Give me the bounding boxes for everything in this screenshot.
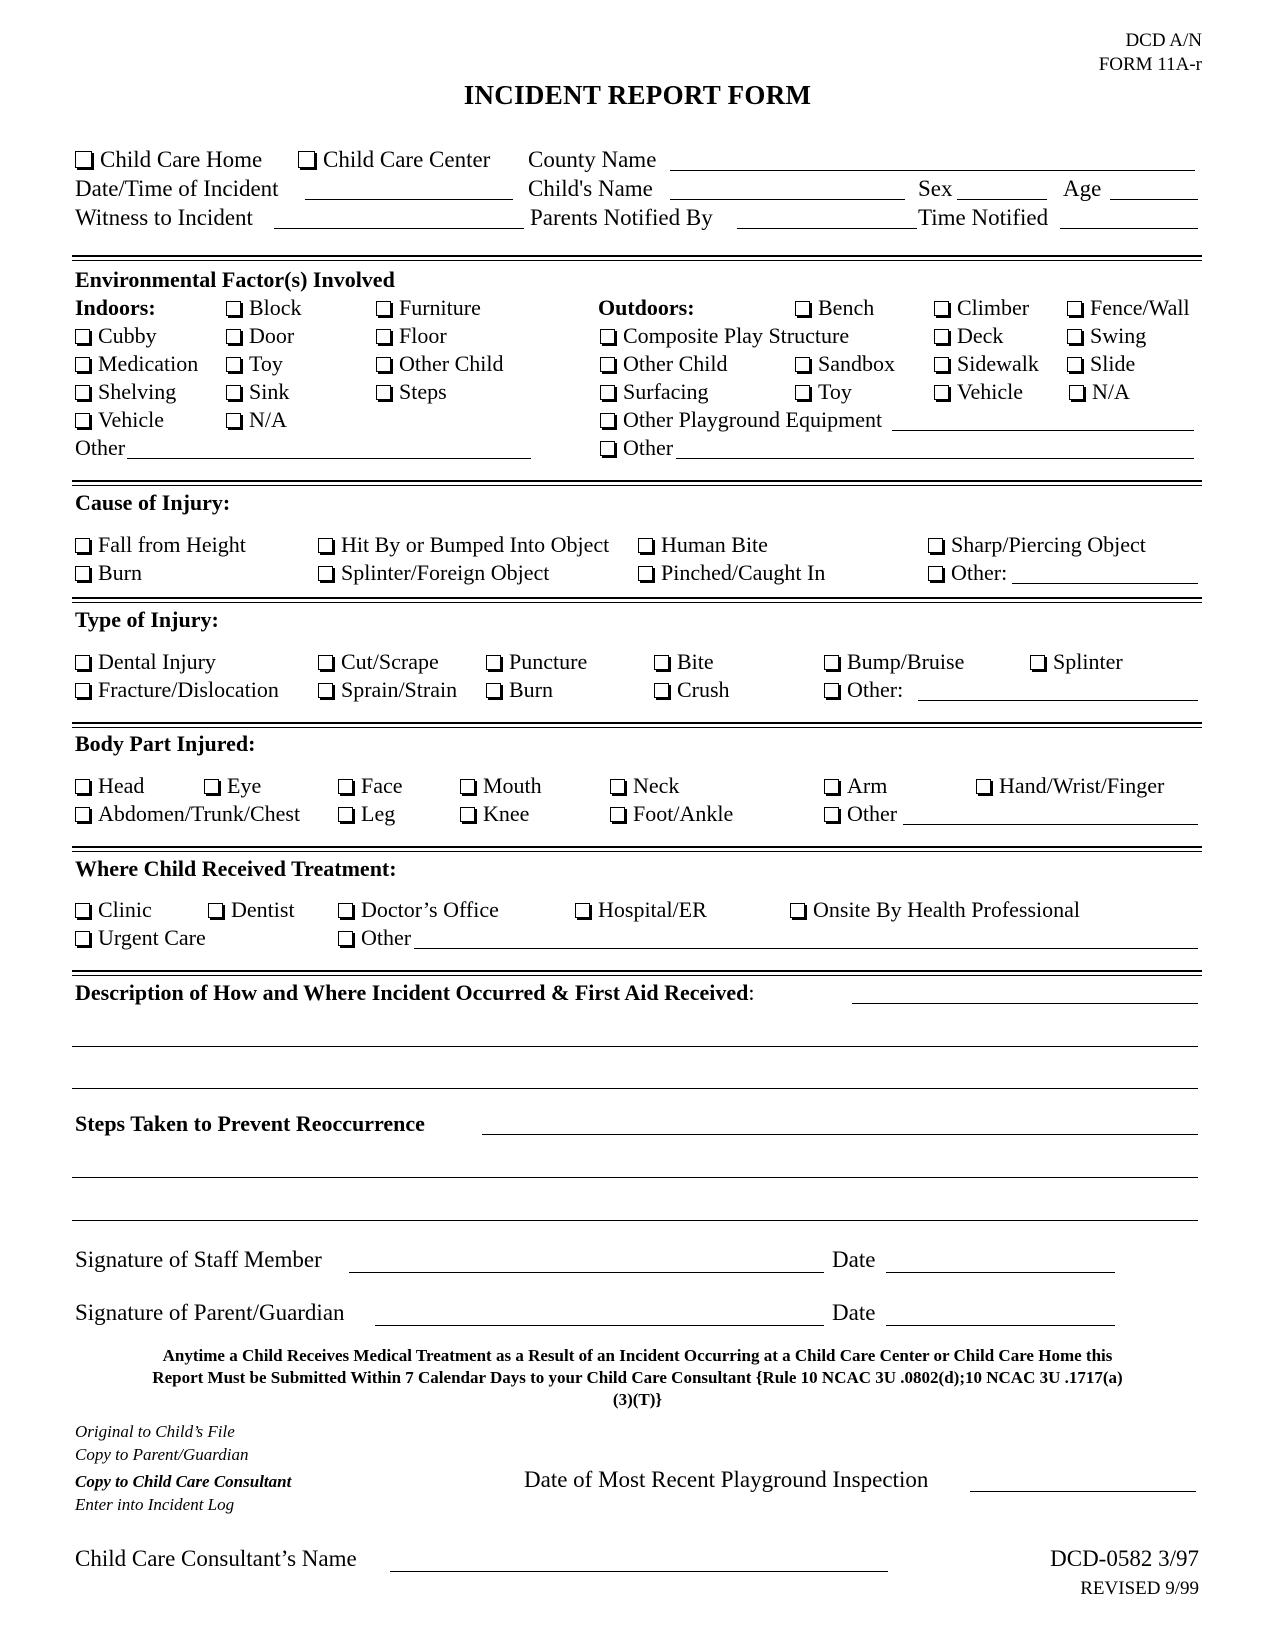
checkbox-icon[interactable]	[226, 413, 241, 428]
playground-inspection-field[interactable]	[970, 1491, 1196, 1492]
treatment-urgent-care[interactable]: Urgent Care	[75, 925, 206, 951]
checkbox-icon[interactable]	[75, 151, 92, 168]
consultant-name-label: Child Care Consultant’s Name	[75, 1546, 357, 1571]
outdoor-bench[interactable]: Bench	[795, 295, 874, 321]
staff-signature-label: Signature of Staff Member	[75, 1247, 322, 1272]
section-divider	[72, 970, 1202, 976]
sex-label: Sex	[918, 176, 953, 201]
description-field-line[interactable]	[72, 1088, 1198, 1089]
checkbox-icon[interactable]	[338, 931, 353, 946]
checkbox-icon[interactable]	[934, 329, 949, 344]
parents-notified-label: Parents Notified By	[530, 205, 713, 230]
parent-date-field[interactable]	[886, 1325, 1115, 1326]
indoors-label: Indoors:	[75, 295, 156, 320]
checkbox-icon[interactable]	[204, 779, 219, 794]
checkbox-icon[interactable]	[934, 385, 949, 400]
outdoor-sandbox[interactable]: Sandbox	[795, 351, 895, 377]
sex-field[interactable]	[957, 199, 1047, 200]
form-id-line2: FORM 11A-r	[1098, 54, 1202, 75]
parents-notified-field[interactable]	[737, 228, 917, 229]
checkbox-icon[interactable]	[1030, 655, 1045, 670]
checkbox-icon[interactable]	[486, 683, 501, 698]
body-mouth[interactable]: Mouth	[460, 773, 542, 799]
distribution-incident-log: Enter into Incident Log	[75, 1495, 235, 1514]
checkbox-icon[interactable]	[75, 357, 90, 372]
distribution-consultant-copy: Copy to Child Care Consultant	[75, 1472, 292, 1491]
body-neck[interactable]: Neck	[610, 773, 679, 799]
indoor-vehicle[interactable]: Vehicle	[75, 407, 164, 433]
checkbox-icon[interactable]	[795, 357, 810, 372]
indoor-steps[interactable]: Steps	[376, 379, 447, 405]
cause-splinter-foreign[interactable]: Splinter/Foreign Object	[318, 560, 549, 586]
treatment-onsite[interactable]: Onsite By Health Professional	[790, 897, 1080, 923]
checkbox-icon[interactable]	[75, 385, 90, 400]
body-hand-wrist-finger[interactable]: Hand/Wrist/Finger	[976, 773, 1164, 799]
checkbox-icon[interactable]	[376, 329, 391, 344]
checkbox-icon[interactable]	[824, 655, 839, 670]
county-name-label: County Name	[528, 147, 657, 172]
body-other[interactable]: Other	[824, 801, 897, 827]
treatment-dentist[interactable]: Dentist	[208, 897, 295, 923]
checkbox-icon[interactable]	[318, 538, 333, 553]
body-face[interactable]: Face	[338, 773, 403, 799]
section-divider	[72, 255, 1202, 261]
time-notified-field[interactable]	[1060, 228, 1198, 229]
indoor-floor[interactable]: Floor	[376, 323, 447, 349]
checkbox-icon[interactable]	[376, 301, 391, 316]
indoor-door[interactable]: Door	[226, 323, 294, 349]
checkbox-icon[interactable]	[75, 683, 90, 698]
checkbox-icon[interactable]	[460, 807, 475, 822]
checkbox-icon[interactable]	[75, 329, 90, 344]
checkbox-icon[interactable]	[1069, 385, 1084, 400]
checkbox-icon[interactable]	[638, 538, 653, 553]
form-id-line1: DCD A/N	[1125, 30, 1202, 51]
distribution-original: Original to Child’s File	[75, 1422, 235, 1441]
outdoor-deck[interactable]: Deck	[934, 323, 1003, 349]
checkbox-icon[interactable]	[75, 566, 90, 581]
treatment-hospital-er[interactable]: Hospital/ER	[575, 897, 707, 923]
childs-name-field[interactable]	[670, 199, 905, 200]
body-other-field[interactable]	[903, 824, 1198, 825]
outdoor-toy[interactable]: Toy	[795, 379, 852, 405]
checkbox-icon[interactable]	[318, 655, 333, 670]
checkbox-icon[interactable]	[338, 779, 353, 794]
checkbox-icon[interactable]	[226, 301, 241, 316]
outdoor-sidewalk[interactable]: Sidewalk	[934, 351, 1039, 377]
cause-hit-bumped[interactable]: Hit By or Bumped Into Object	[318, 532, 609, 558]
indoor-furniture[interactable]: Furniture	[376, 295, 481, 321]
checkbox-icon[interactable]	[824, 807, 839, 822]
outdoors-label: Outdoors:	[598, 295, 695, 320]
type-cut-scrape[interactable]: Cut/Scrape	[318, 649, 439, 675]
staff-date-label: Date	[832, 1247, 876, 1272]
environmental-heading: Environmental Factor(s) Involved	[75, 267, 395, 292]
treatment-heading: Where Child Received Treatment:	[75, 856, 397, 881]
indoor-shelving[interactable]: Shelving	[75, 379, 176, 405]
checkbox-icon[interactable]	[934, 301, 949, 316]
childs-name-label: Child's Name	[528, 176, 653, 201]
section-divider	[72, 846, 1202, 852]
type-puncture[interactable]: Puncture	[486, 649, 587, 675]
indoor-cubby[interactable]: Cubby	[75, 323, 157, 349]
outdoor-fence-wall[interactable]: Fence/Wall	[1067, 295, 1190, 321]
indoor-medication[interactable]: Medication	[75, 351, 198, 377]
type-crush[interactable]: Crush	[654, 677, 730, 703]
prevent-heading: Steps Taken to Prevent Reoccurrence	[75, 1111, 425, 1136]
outdoor-swing[interactable]: Swing	[1067, 323, 1146, 349]
type-splinter[interactable]: Splinter	[1030, 649, 1123, 675]
outdoor-na[interactable]: N/A	[1069, 379, 1130, 405]
checkbox-icon[interactable]	[575, 903, 590, 918]
parent-signature-field[interactable]	[375, 1325, 824, 1326]
treatment-other-field[interactable]	[414, 948, 1198, 949]
checkbox-icon[interactable]	[654, 683, 669, 698]
checkbox-icon[interactable]	[934, 357, 949, 372]
parent-date-label: Date	[832, 1300, 876, 1325]
form-title: INCIDENT REPORT FORM	[463, 80, 812, 110]
checkbox-icon[interactable]	[75, 779, 90, 794]
indoor-sink[interactable]: Sink	[226, 379, 289, 405]
body-foot-ankle[interactable]: Foot/Ankle	[610, 801, 733, 827]
section-divider	[72, 722, 1202, 728]
checkbox-icon[interactable]	[600, 385, 615, 400]
section-divider	[72, 480, 1202, 486]
witness-label: Witness to Incident	[75, 205, 253, 230]
checkbox-icon[interactable]	[928, 538, 943, 553]
time-notified-label: Time Notified	[918, 205, 1049, 230]
age-label: Age	[1063, 176, 1102, 201]
description-field-line[interactable]	[72, 1046, 1198, 1047]
outdoor-vehicle[interactable]: Vehicle	[934, 379, 1023, 405]
checkbox-icon[interactable]	[75, 931, 90, 946]
checkbox-icon[interactable]	[226, 385, 241, 400]
submission-notice: Anytime a Child Receives Medical Treatment as a Result of an Incident Occurring at a Child Care Center or Child Care Home this Report Must be Submitted Within 7 Calendar Days to your Child Care Consultant {Rule 10 NCAC 3U .0802(d);10 NCAC 3U .1717(a)(3)(T)}	[152, 1346, 1123, 1409]
checkbox-icon[interactable]	[75, 413, 90, 428]
checkbox-icon[interactable]	[318, 566, 333, 581]
cause-human-bite[interactable]: Human Bite	[638, 532, 768, 558]
distribution-parent-copy: Copy to Parent/Guardian	[75, 1445, 249, 1464]
indoor-other-field[interactable]	[127, 458, 531, 459]
body-abdomen[interactable]: Abdomen/Trunk/Chest	[75, 801, 300, 827]
checkbox-icon[interactable]	[338, 807, 353, 822]
checkbox-icon[interactable]	[376, 385, 391, 400]
outdoor-surfacing[interactable]: Surfacing	[600, 379, 709, 405]
outdoor-slide[interactable]: Slide	[1067, 351, 1135, 377]
section-divider	[72, 597, 1202, 603]
treatment-clinic[interactable]: Clinic	[75, 897, 152, 923]
checkbox-icon[interactable]	[790, 903, 805, 918]
consultant-name-field[interactable]	[390, 1571, 888, 1572]
body-leg[interactable]: Leg	[338, 801, 395, 827]
indoor-other-label: Other	[75, 435, 126, 460]
type-dental[interactable]: Dental Injury	[75, 649, 216, 675]
staff-date-field[interactable]	[886, 1272, 1115, 1273]
checkbox-icon[interactable]	[338, 903, 353, 918]
type-bite[interactable]: Bite	[654, 649, 714, 675]
checkbox-icon[interactable]	[208, 903, 223, 918]
parent-signature-label: Signature of Parent/Guardian	[75, 1300, 345, 1325]
checkbox-icon[interactable]	[795, 301, 810, 316]
checkbox-icon[interactable]	[824, 683, 839, 698]
outdoor-other-child[interactable]: Other Child	[600, 351, 728, 377]
checkbox-icon[interactable]	[75, 903, 90, 918]
prevent-field-line[interactable]	[482, 1134, 1198, 1135]
cause-fall[interactable]: Fall from Height	[75, 532, 246, 558]
outdoor-other[interactable]: Other	[600, 435, 673, 461]
prevent-field-line[interactable]	[72, 1177, 1198, 1178]
indoor-other-child[interactable]: Other Child	[376, 351, 504, 377]
treatment-other[interactable]: Other	[338, 925, 411, 951]
description-field-line[interactable]	[852, 1003, 1198, 1004]
outdoor-composite-play[interactable]: Composite Play Structure	[600, 323, 849, 349]
checkbox-icon[interactable]	[1067, 357, 1082, 372]
type-sprain[interactable]: Sprain/Strain	[318, 677, 457, 703]
checkbox-icon[interactable]	[376, 357, 391, 372]
type-other-field[interactable]	[918, 700, 1198, 701]
checkbox-icon[interactable]	[600, 441, 615, 456]
type-bump-bruise[interactable]: Bump/Bruise	[824, 649, 964, 675]
county-name-field[interactable]	[670, 170, 1195, 171]
outdoor-other-field[interactable]	[676, 458, 1194, 459]
outdoor-other-playground[interactable]: Other Playground Equipment	[600, 407, 882, 433]
checkbox-icon[interactable]	[460, 779, 475, 794]
body-arm[interactable]: Arm	[824, 773, 887, 799]
checkbox-icon[interactable]	[976, 779, 991, 794]
type-heading: Type of Injury:	[75, 607, 219, 632]
date-time-field[interactable]	[305, 199, 513, 200]
witness-field[interactable]	[274, 228, 524, 229]
checkbox-icon[interactable]	[795, 385, 810, 400]
cause-pinched[interactable]: Pinched/Caught In	[638, 560, 825, 586]
cause-other-field[interactable]	[1012, 583, 1198, 584]
checkbox-icon[interactable]	[75, 655, 90, 670]
body-knee[interactable]: Knee	[460, 801, 529, 827]
child-care-home-option[interactable]: Child Care Home	[75, 146, 262, 174]
checkbox-icon[interactable]	[1067, 329, 1082, 344]
outdoor-climber[interactable]: Climber	[934, 295, 1029, 321]
indoor-toy[interactable]: Toy	[226, 351, 283, 377]
type-burn[interactable]: Burn	[486, 677, 553, 703]
treatment-doctors-office[interactable]: Doctor’s Office	[338, 897, 499, 923]
prevent-field-line[interactable]	[72, 1220, 1198, 1221]
checkbox-icon[interactable]	[600, 413, 615, 428]
checkbox-icon[interactable]	[318, 683, 333, 698]
description-heading: Description of How and Where Incident Occurred & First Aid Received:	[75, 980, 755, 1005]
cause-other[interactable]: Other:	[928, 560, 1007, 586]
checkbox-icon[interactable]	[226, 329, 241, 344]
checkbox-icon[interactable]	[928, 566, 943, 581]
staff-signature-field[interactable]	[349, 1272, 824, 1273]
body-heading: Body Part Injured:	[75, 731, 256, 756]
age-field[interactable]	[1110, 199, 1198, 200]
revised-date: REVISED 9/99	[1080, 1578, 1199, 1599]
cause-burn[interactable]: Burn	[75, 560, 142, 586]
indoor-na[interactable]: N/A	[226, 407, 287, 433]
cause-heading: Cause of Injury:	[75, 490, 231, 515]
type-fracture[interactable]: Fracture/Dislocation	[75, 677, 279, 703]
checkbox-icon[interactable]	[600, 357, 615, 372]
checkbox-icon[interactable]	[298, 151, 315, 168]
form-number: DCD-0582 3/97	[1050, 1546, 1199, 1571]
checkbox-icon[interactable]	[600, 329, 615, 344]
checkbox-icon[interactable]	[1067, 301, 1082, 316]
checkbox-icon[interactable]	[610, 779, 625, 794]
checkbox-icon[interactable]	[824, 779, 839, 794]
checkbox-icon[interactable]	[75, 538, 90, 553]
checkbox-icon[interactable]	[75, 807, 90, 822]
checkbox-icon[interactable]	[226, 357, 241, 372]
body-head[interactable]: Head	[75, 773, 144, 799]
playground-inspection-label: Date of Most Recent Playground Inspection	[524, 1467, 929, 1492]
date-time-label: Date/Time of Incident	[75, 176, 279, 201]
child-care-center-option[interactable]: Child Care Center	[298, 146, 490, 174]
indoor-block[interactable]: Block	[226, 295, 302, 321]
outdoor-other-playground-field[interactable]	[892, 430, 1194, 431]
checkbox-icon[interactable]	[638, 566, 653, 581]
type-other[interactable]: Other:	[824, 677, 903, 703]
body-eye[interactable]: Eye	[204, 773, 261, 799]
cause-sharp-piercing[interactable]: Sharp/Piercing Object	[928, 532, 1146, 558]
checkbox-icon[interactable]	[610, 807, 625, 822]
checkbox-icon[interactable]	[654, 655, 669, 670]
checkbox-icon[interactable]	[486, 655, 501, 670]
